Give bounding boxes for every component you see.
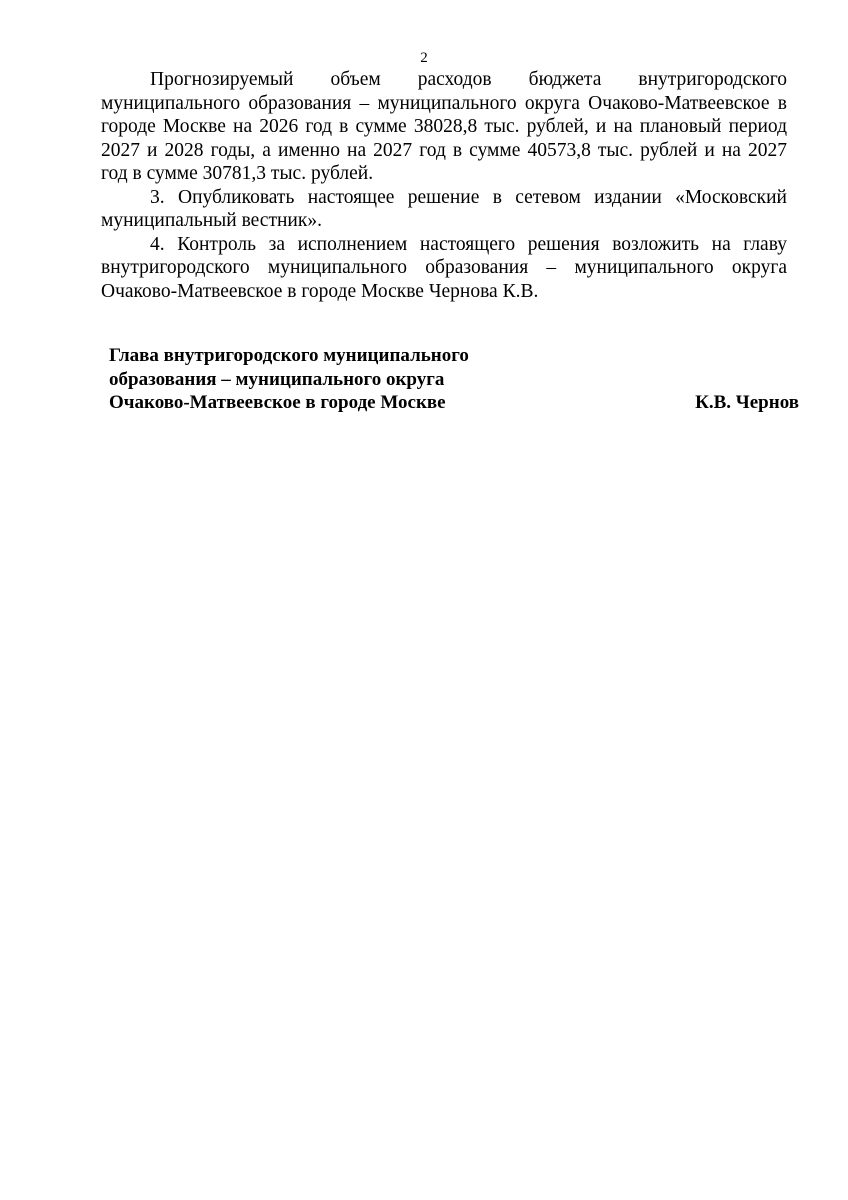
signatory-name: К.В. Чернов xyxy=(695,392,799,413)
signatory-title-line: Очаково-Матвеевское в городе Москве xyxy=(109,392,446,413)
paragraph-control xyxy=(101,233,787,304)
text-line: год в сумме 30781,3 тыс. рублей. xyxy=(101,163,374,184)
text-line: Очаково-Матвеевское в городе Москве Чернова К.В. xyxy=(101,280,539,302)
paragraph-publish xyxy=(101,186,787,233)
text-line: 3. Опубликовать настоящее решение в сетевом издании «Московский xyxy=(150,186,787,208)
signatory-title-line: образования – муниципального округа xyxy=(109,368,445,390)
document-body xyxy=(101,68,787,303)
text-line: 4. Контроль за исполнением настоящего решения возложить на главу xyxy=(150,233,787,255)
text-line: внутригородского муниципального образования – муниципального округа xyxy=(101,257,787,278)
signature-block xyxy=(109,344,799,415)
text-line: 2027 и 2028 годы, а именно на 2027 год в сумме 40573,8 тыс. рублей и на 2027 xyxy=(101,139,787,161)
text-line: муниципального образования – муниципального округа Очаково-Матвеевское в xyxy=(101,92,787,114)
signatory-title-line: Глава внутригородского муниципального xyxy=(109,345,469,366)
paragraph-budget-forecast xyxy=(101,68,787,186)
page-number: 2 xyxy=(420,50,428,66)
text-line: Прогнозируемый объем расходов бюджета внутригородского xyxy=(150,69,787,90)
text-line: городе Москве на 2026 год в сумме 38028,8 тыс. рублей, и на плановый период xyxy=(101,116,787,137)
text-line: муниципальный вестник». xyxy=(101,210,322,231)
